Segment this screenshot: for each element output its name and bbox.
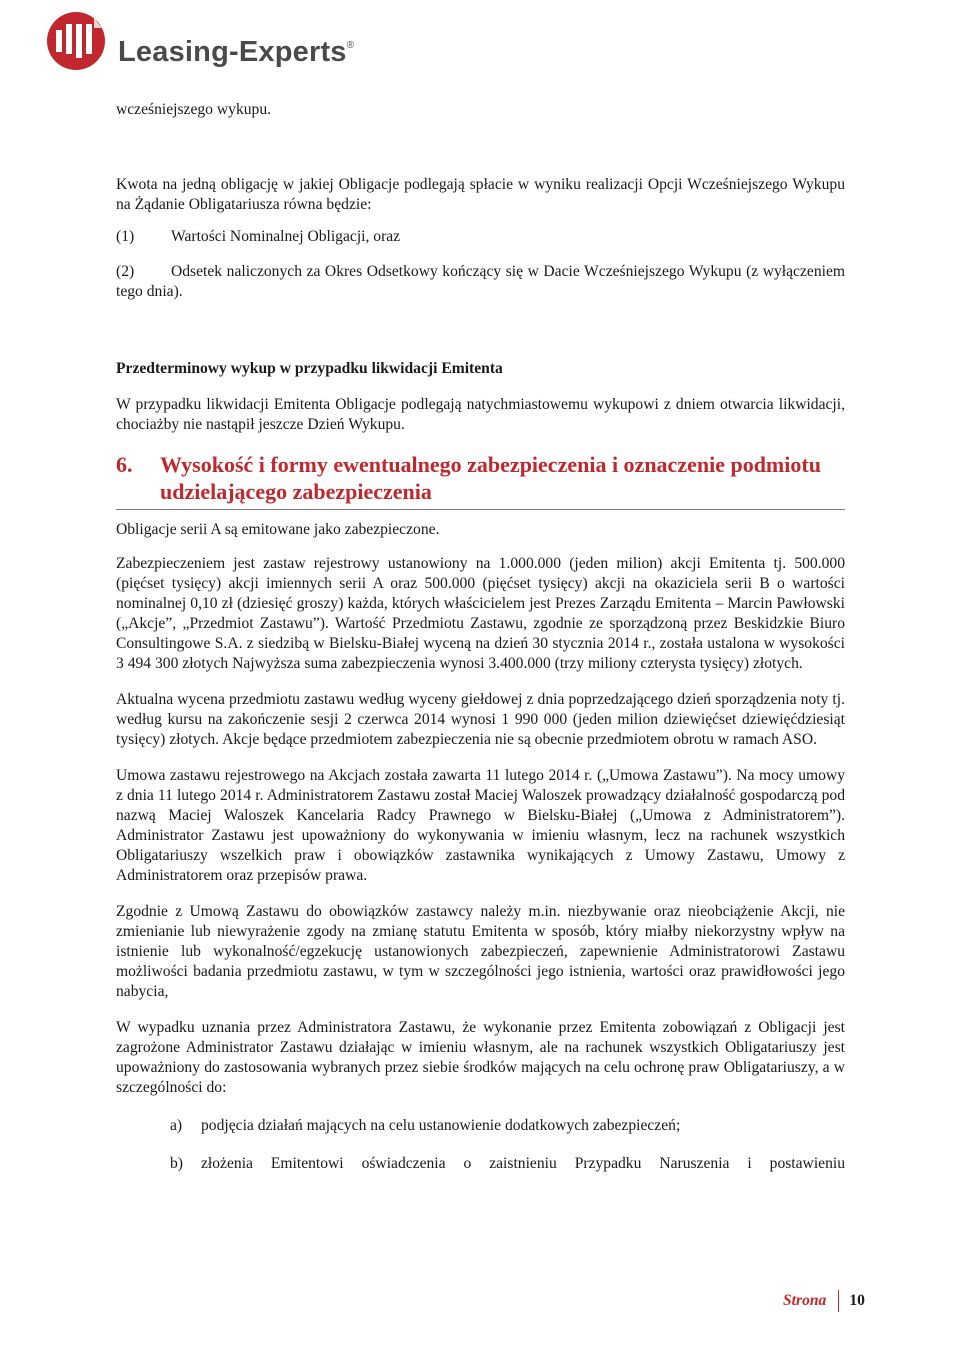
numbered-item-2 <box>116 262 845 302</box>
subheading-likwidacja: Przedterminowy wykup w przypadku likwidacji Emitenta <box>116 360 503 377</box>
paragraph-seria: Obligacje serii A są emitowane jako zabezpieczone. <box>116 521 440 538</box>
footer-label: Strona <box>783 1292 827 1309</box>
logo-mark-icon <box>44 10 108 72</box>
section-number: 6. <box>116 452 133 477</box>
item-number: (1) <box>116 228 135 245</box>
page-number: 10 <box>849 1292 865 1309</box>
paragraph-kwota: Kwota na jedną obligację w jakiej Obligacje podlegają spłacie w wyniku realizacji Opcji Wcześniejszego Wykupu na Żądanie Obligatariusza równa będzie: <box>116 176 845 213</box>
section-heading <box>116 451 845 510</box>
paragraph-likwidacja: W przypadku likwidacji Emitenta Obligacje podlegają natychmiastowemu wykupowi z dniem otwarcia likwidacji, chociażby nie nastąpił jeszcze Dzień Wykupu. <box>116 396 845 433</box>
item-number: (2) <box>116 263 135 280</box>
paragraph-zastaw: Zabezpieczeniem jest zastaw rejestrowy ustanowiony na 1.000.000 (jeden milion) akcji Emitenta tj. 500.000 (pięćset tysięcy) akcji imiennych serii A oraz 500.000 (pięćset tysięcy) akcji na okaziciela serii B o wartości nominalnej 0,10 zł (dziesięć groszy) każda, których właścicielem jest Prezes Zarządu Emitenta – Marcin Pawłowski („Akcje”, „Przedmiot Zastawu”). Wartość Przedmiotu Zastawu, zgodnie ze sporządzoną przez Beskidzkie Biuro Consultingowe S.A. z siedzibą w Bielsku-Białej wyceną na dzień 30 stycznia 2014 r., została ustalona w wysokości 3 494 300 złotych Najwyższa suma zabezpieczenia wynosi 3.400.000 (trzy miliony czterysta tysięcy) złotych. <box>116 555 845 672</box>
section-title: Wysokość i formy ewentualnego zabezpieczenia i oznaczenie podmiotu udzielającego zabezpieczenia <box>160 452 821 504</box>
item-text: Odsetek naliczonych za Okres Odsetkowy kończący się w Dacie Wcześniejszego Wykupu (z wyłączeniem tego dnia). <box>116 263 845 300</box>
page-footer <box>783 1290 865 1312</box>
numbered-item-1 <box>116 227 845 247</box>
logo-wordmark: Leasing-Experts® <box>118 36 355 68</box>
footer-divider <box>838 1290 839 1312</box>
paragraph-continuation: wcześniejszego wykupu. <box>116 101 272 118</box>
list-text: podjęcia działań mających na celu ustanowienie dodatkowych zabezpieczeń; <box>201 1117 681 1134</box>
paragraph-uznania: W wypadku uznania przez Administratora Zastawu, że wykonanie przez Emitenta zobowiązań z Obligacji jest zagrożone Administrator Zastawu działając w imieniu własnym, ale na rachunek wszystkich Obligatariuszy jest upoważniony do zastosowania wybranych przez siebie środków mających na celu ochronę praw Obligatariuszy, a w szczególności do: <box>116 1019 845 1096</box>
document-body <box>116 100 845 1174</box>
paragraph-umowa: Umowa zastawu rejestrowego na Akcjach została zawarta 11 lutego 2014 r. („Umowa Zastawu”). Na mocy umowy z dnia 11 lutego 2014 r. Administratorem Zastawu został Maciej Waloszek prowadzący działalność gospodarczą pod nazwą Maciej Waloszek Kancelaria Radcy Prawnego w Bielsku-Białej („Umowa z Administratorem”). Administrator Zastawu jest upoważniony do wykonywania w imieniu własnym, lecz na rachunek wszystkich Obligatariuszy wszelkich praw i obowiązków zastawnika wynikających z Umowy Zastawu, Umowy z Administratorem oraz przepisów prawa. <box>116 767 845 884</box>
item-text: Wartości Nominalnej Obligacji, oraz <box>171 228 401 245</box>
list-letter: a) <box>170 1117 183 1134</box>
list-item-a <box>116 1116 845 1136</box>
paragraph-wycena: Aktualna wycena przedmiotu zastawu według wyceny giełdowej z dnia poprzedzającego dzień sporządzenia noty tj. według kursu na zakończenie sesji 2 czerwca 2014 wynosi 1 990 000 (jeden milion dziewięćset dziewięćdziesiąt tysięcy) złotych. Akcje będące przedmiotem zabezpieczenia nie są obecnie przedmiotem obrotu w ramach ASO. <box>116 691 845 748</box>
list-item-b <box>116 1154 845 1174</box>
company-logo <box>44 10 355 72</box>
list-text: złożenia Emitentowi oświadczenia o zaistnieniu Przypadku Naruszenia i postawieniu <box>201 1155 845 1172</box>
list-letter: b) <box>170 1155 183 1172</box>
paragraph-zgodnie: Zgodnie z Umową Zastawu do obowiązków zastawcy należy m.in. niezbywanie oraz nieobciążenie Akcji, nie zmienianie lub niewyrażenie zgody na zmianę statutu Emitenta w sposób, który miałby niekorzystny wpływ na istnienie lub wykonalność/egzekucję ustanowionych zabezpieczeń, zapewnienie Administratorowi Zastawu możliwości badania przedmiotu zastawu, w tym w szczególności jego istnienia, wartości oraz prawidłowości jego nabycia, <box>116 903 845 1000</box>
